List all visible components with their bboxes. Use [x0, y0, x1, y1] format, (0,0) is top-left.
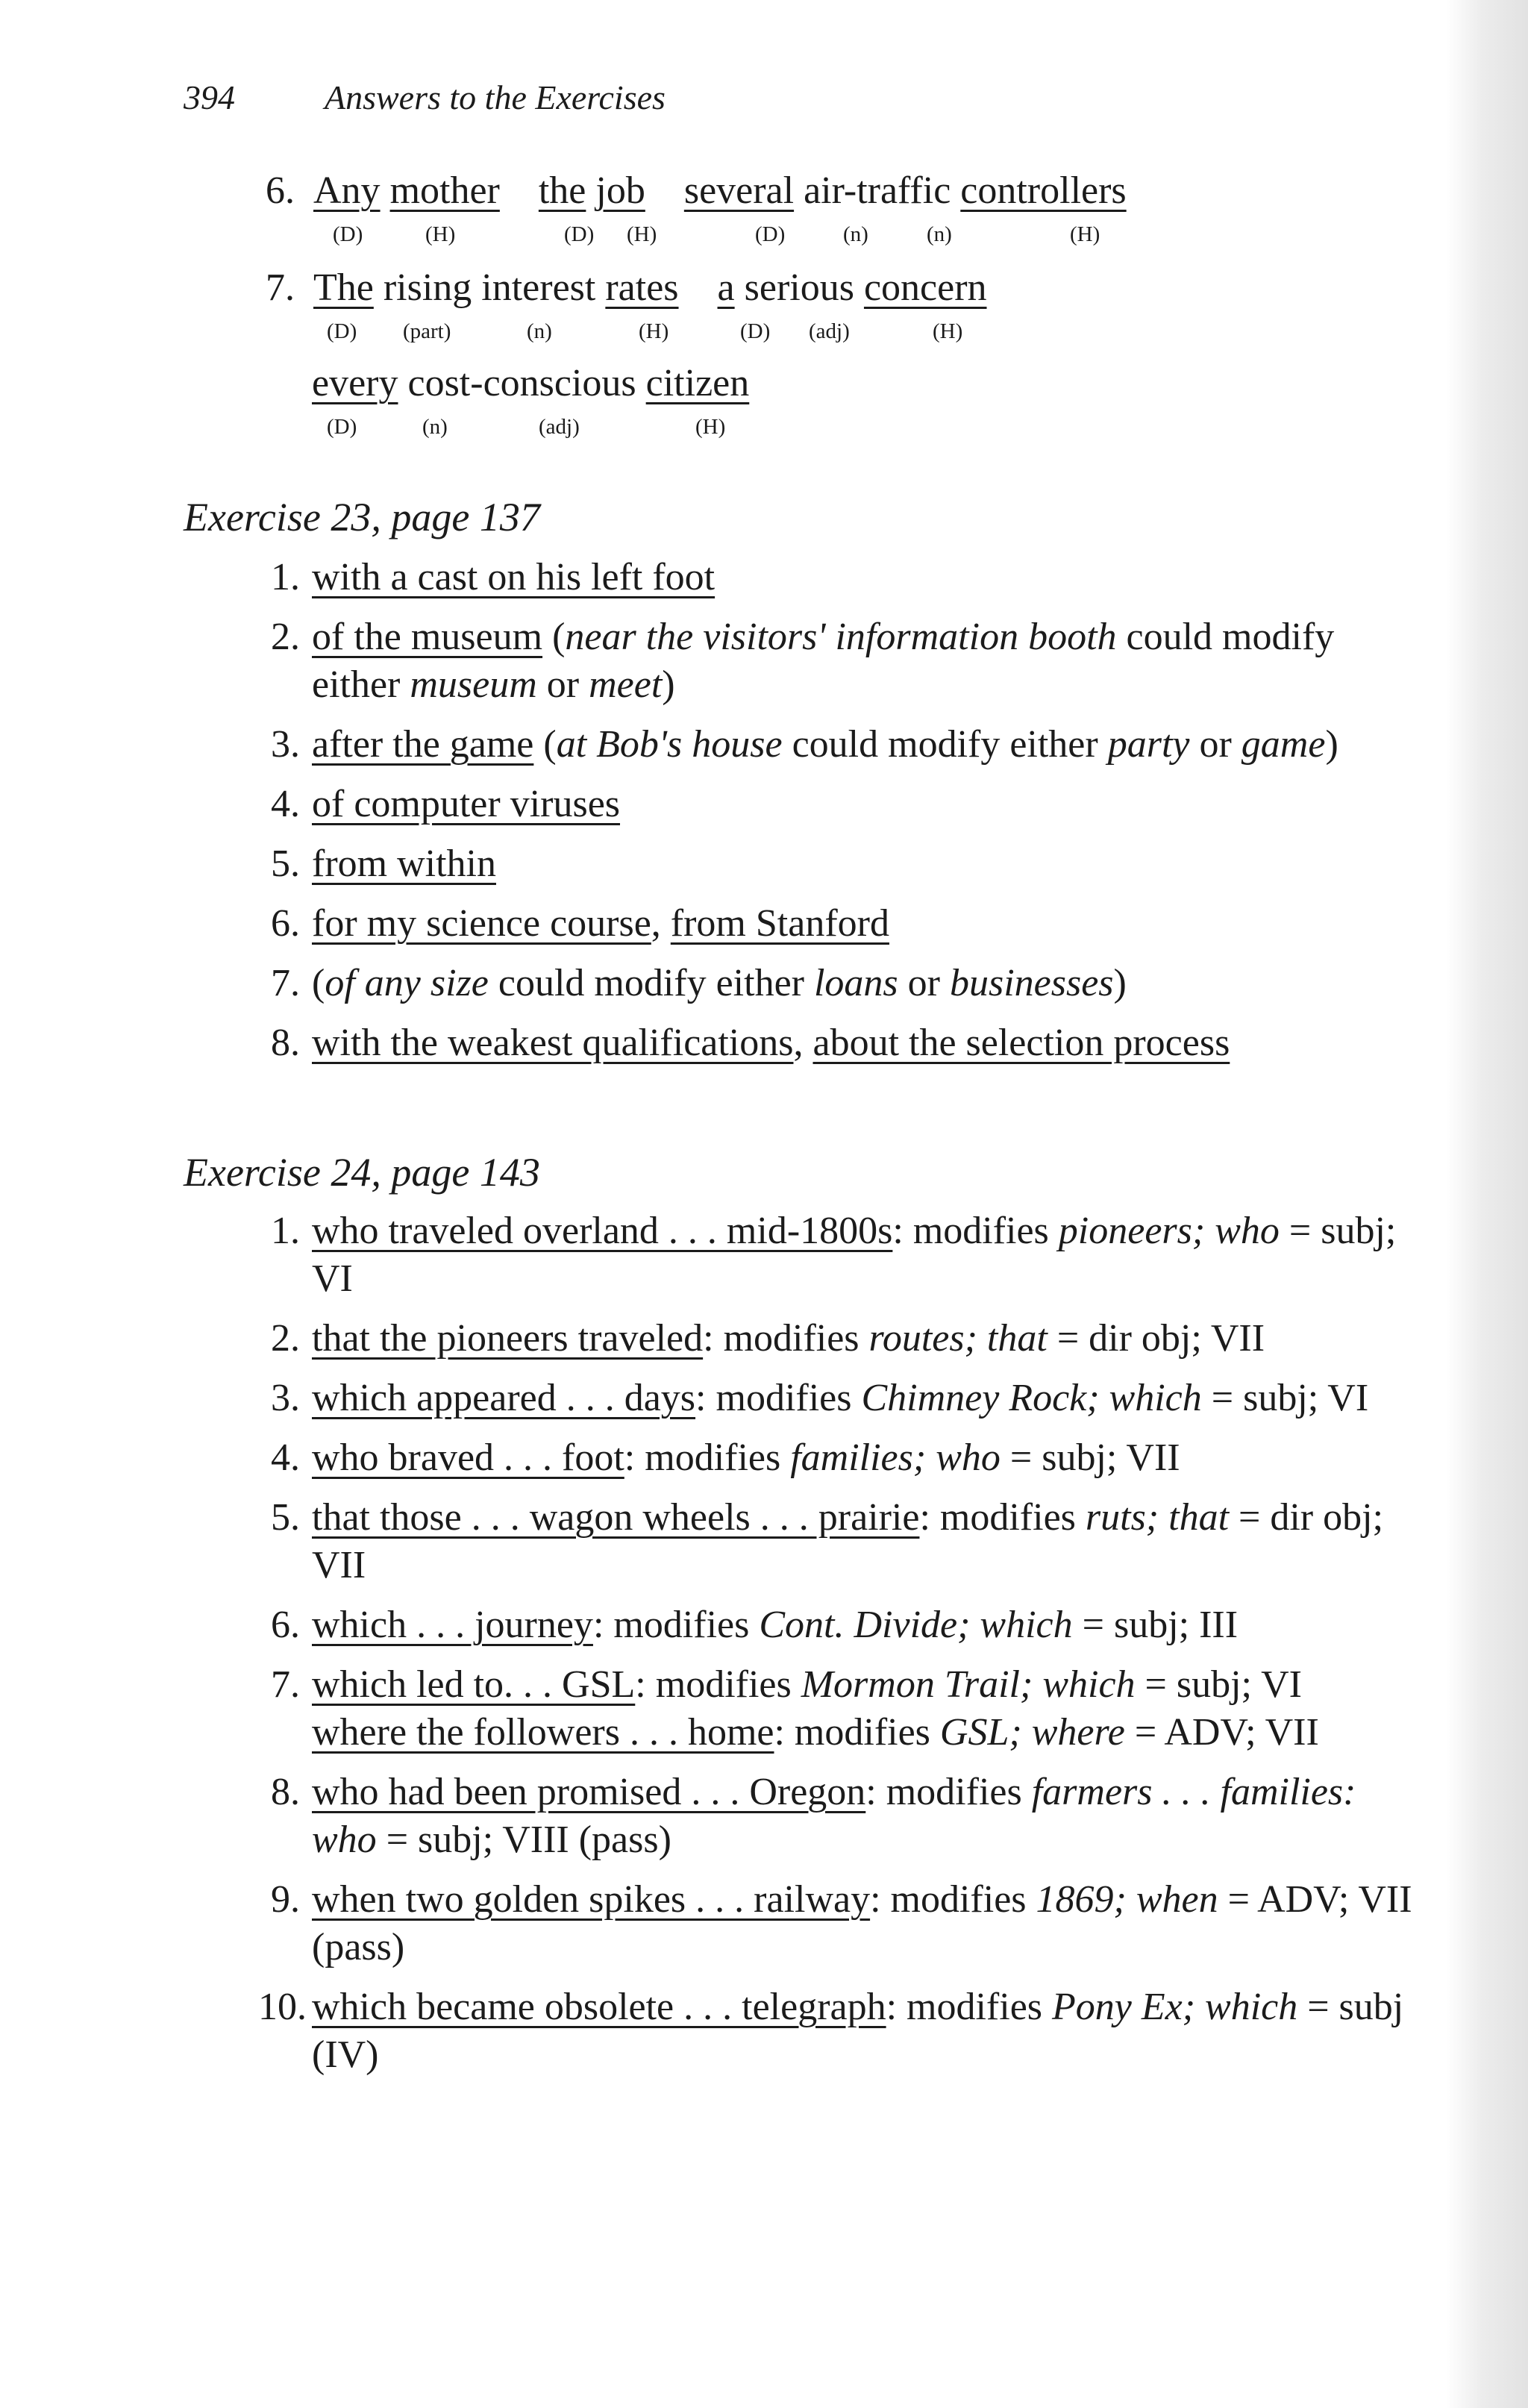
- answer-phrase: after the game: [312, 723, 534, 766]
- answer-italic: farmers . . . families: who: [312, 1771, 1356, 1861]
- item-number: 7.: [266, 266, 295, 309]
- answer-text: could modify either: [312, 616, 1335, 706]
- list-item: [258, 781, 1422, 828]
- phrase-word: controllers: [960, 169, 1127, 212]
- answer-phrase: about the selection process: [812, 1022, 1230, 1064]
- constituent-tag: (H): [639, 319, 669, 343]
- answer-text: = subj; VIII (pass): [376, 1818, 671, 1861]
- constituent-tag: (D): [327, 415, 357, 439]
- constituent-tag: (D): [564, 222, 595, 246]
- answer-phrase: which became obsolete . . . telegraph: [312, 1986, 886, 2028]
- answer-italic: Pony Ex; which: [1052, 1986, 1298, 2028]
- phrase-word: serious: [744, 266, 854, 309]
- answer-text: could modify either: [782, 723, 1108, 766]
- phrase-word: cost-conscious: [407, 362, 636, 404]
- phrase-word: mother: [389, 169, 500, 212]
- answer-phrase: who braved . . . foot: [312, 1436, 624, 1479]
- item-number: 9.: [271, 1878, 300, 1921]
- answer-phrase: which appeared . . . days: [312, 1377, 696, 1419]
- list-item: [258, 1661, 1422, 1757]
- answer-text: = ADV; VII (pass): [312, 1878, 1412, 1968]
- list-item: [258, 1019, 1422, 1067]
- answer-text: = subj; VI: [1135, 1663, 1302, 1706]
- item-number: 6.: [271, 1604, 300, 1646]
- answer-phrase: for my science course: [312, 902, 651, 945]
- answer-italic: party: [1107, 723, 1190, 766]
- answer-phrase: with the weakest qualifications: [312, 1022, 794, 1064]
- answer-text: = dir obj; VII: [1047, 1317, 1265, 1360]
- answer-italic: 1869; when: [1036, 1878, 1218, 1921]
- list-item: [258, 554, 1422, 601]
- answer-phrase: from within: [312, 842, 496, 885]
- phrase-word: several: [683, 169, 795, 212]
- running-title: Answers to the Exercises: [325, 78, 666, 116]
- list-item: [258, 721, 1422, 769]
- answer-phrase: that the pioneers traveled: [312, 1317, 704, 1360]
- list-item: [258, 1375, 1422, 1422]
- answer-phrase: with a cast on his left foot: [312, 556, 716, 598]
- phrase-word: the: [538, 169, 586, 212]
- constituent-tag: (H): [695, 415, 726, 439]
- answer-text: : modifies: [635, 1663, 801, 1706]
- answer-text: could modify either: [488, 962, 814, 1004]
- item-number: 2.: [271, 1317, 300, 1360]
- item-number: 4.: [271, 1436, 300, 1479]
- list-item: [258, 1315, 1422, 1363]
- answer-text: : modifies: [774, 1711, 940, 1754]
- answer-italic: ruts; that: [1085, 1496, 1230, 1539]
- answer-italic: Mormon Trail; which: [801, 1663, 1136, 1706]
- phrase-word: rising interest: [383, 266, 596, 309]
- constituent-tag: (H): [1070, 222, 1100, 246]
- answer-text: or: [898, 962, 950, 1004]
- answer-text: : modifies: [892, 1210, 1059, 1252]
- constituent-tag: (adj): [539, 415, 580, 439]
- item-number: 4.: [271, 783, 300, 825]
- answer-text: : modifies: [886, 1986, 1053, 2028]
- answer-text: ,: [793, 1022, 813, 1064]
- exercise-23-list: [258, 554, 1422, 1079]
- phrase-word: rates: [605, 266, 679, 309]
- answer-phrase: that those . . . wagon wheels . . . prairie: [312, 1496, 920, 1539]
- list-item: [258, 1434, 1422, 1482]
- answer-italic: at Bob's house: [556, 723, 783, 766]
- answer-text: : modifies: [624, 1436, 791, 1479]
- answer-italic: pioneers; who: [1058, 1210, 1280, 1252]
- answer-text: ,: [651, 902, 671, 945]
- answer-phrase: which led to. . . GSL: [312, 1663, 636, 1706]
- constituent-tag: (H): [933, 319, 963, 343]
- answer-text: or: [536, 663, 589, 706]
- constituent-tag: (n): [527, 319, 552, 343]
- list-item: [258, 1207, 1422, 1303]
- answer-text: : modifies: [695, 1377, 862, 1419]
- page-number: 394: [184, 78, 235, 116]
- ex22-item-7: [266, 266, 987, 310]
- constituent-tag: (part): [403, 319, 451, 343]
- item-number: 6.: [271, 902, 300, 945]
- constituent-tag: (D): [327, 319, 357, 343]
- exercise-24-list: [258, 1207, 1422, 2091]
- answer-text: = subj; III: [1072, 1604, 1239, 1646]
- answer-text: = ADV; VII: [1124, 1711, 1319, 1754]
- answer-text: ): [662, 663, 675, 706]
- item-number: 6.: [266, 169, 295, 212]
- answer-italic: loans: [813, 962, 898, 1004]
- item-number: 1.: [271, 556, 300, 598]
- answer-italic: of any size: [325, 962, 489, 1004]
- answer-text: : modifies: [870, 1878, 1036, 1921]
- answer-phrase: when two golden spikes . . . railway: [312, 1878, 871, 1921]
- list-item: [258, 960, 1422, 1007]
- list-item: [258, 1876, 1422, 1971]
- answer-text: : modifies: [592, 1604, 760, 1646]
- list-item: [258, 900, 1422, 948]
- item-number: 7.: [271, 1663, 300, 1706]
- page-edge-shadow: [1446, 0, 1528, 2408]
- answer-phrase: which . . . journey: [312, 1604, 593, 1646]
- item-number: 10.: [258, 1986, 307, 2028]
- list-item: [258, 1494, 1422, 1589]
- answer-text: or: [1189, 723, 1242, 766]
- answer-text: = subj; VI: [312, 1210, 1397, 1300]
- running-header: [184, 78, 666, 117]
- phrase-word: air-traffic: [804, 169, 951, 212]
- item-number: 2.: [271, 616, 300, 658]
- answer-text: : modifies: [703, 1317, 869, 1360]
- answer-italic: families; who: [790, 1436, 1001, 1479]
- item-number: 8.: [271, 1022, 300, 1064]
- answer-text: : modifies: [865, 1771, 1032, 1813]
- ex22-item-6: [266, 169, 1127, 213]
- exercise-24-heading: Exercise 24, page 143: [184, 1150, 540, 1195]
- answer-text: (: [542, 616, 566, 658]
- answer-text: (: [312, 962, 325, 1004]
- phrase-word: every: [312, 362, 398, 404]
- item-number: 7.: [271, 962, 300, 1004]
- item-number: 8.: [271, 1771, 300, 1813]
- phrase-word: concern: [863, 266, 987, 309]
- answer-text: = dir obj; VII: [312, 1496, 1384, 1586]
- constituent-tag: (H): [627, 222, 657, 246]
- constituent-tag: (H): [425, 222, 456, 246]
- answer-text: = subj; VII: [1000, 1436, 1180, 1479]
- list-item: [258, 1769, 1422, 1864]
- constituent-tag: (D): [333, 222, 363, 246]
- phrase-word: citizen: [645, 362, 750, 404]
- constituent-tag: (adj): [809, 319, 850, 343]
- answer-text: ): [1113, 962, 1127, 1004]
- constituent-tag: (n): [422, 415, 448, 439]
- ex22-item-7-cont: [312, 361, 749, 405]
- answer-phrase: who had been promised . . . Oregon: [312, 1771, 866, 1813]
- list-item: [258, 1983, 1422, 2079]
- answer-italic: GSL; where: [939, 1711, 1125, 1754]
- constituent-tag: (n): [927, 222, 952, 246]
- answer-italic: businesses: [949, 962, 1114, 1004]
- answer-text: = subj; VI: [1201, 1377, 1369, 1419]
- answer-text: ): [1325, 723, 1338, 766]
- item-number: 5.: [271, 842, 300, 885]
- list-item: [258, 613, 1422, 709]
- constituent-tag: (D): [740, 319, 771, 343]
- answer-phrase: where the followers . . . home: [312, 1711, 774, 1754]
- answer-phrase: of the museum: [312, 616, 543, 658]
- answer-text: : modifies: [919, 1496, 1086, 1539]
- answer-phrase: of computer viruses: [312, 783, 621, 825]
- answer-text: (: [533, 723, 557, 766]
- phrase-word: a: [717, 266, 735, 309]
- answer-phrase: from Stanford: [670, 902, 889, 945]
- constituent-tag: (n): [843, 222, 868, 246]
- phrase-word: job: [595, 169, 645, 212]
- item-number: 3.: [271, 723, 300, 766]
- answer-italic: meet: [589, 663, 663, 706]
- answer-italic: near the visitors' information booth: [565, 616, 1117, 658]
- phrase-word: Any: [313, 169, 381, 212]
- item-number: 3.: [271, 1377, 300, 1419]
- answer-italic: routes; that: [868, 1317, 1048, 1360]
- answer-italic: Cont. Divide; which: [759, 1604, 1073, 1646]
- answer-phrase: who traveled overland . . . mid-1800s: [312, 1210, 893, 1252]
- answer-italic: museum: [410, 663, 537, 706]
- answer-italic: Chimney Rock; which: [861, 1377, 1202, 1419]
- answer-italic: game: [1241, 723, 1326, 766]
- item-number: 5.: [271, 1496, 300, 1539]
- answer-text: = subj (IV): [312, 1986, 1404, 2076]
- phrase-word: The: [313, 266, 374, 309]
- list-item: [258, 1601, 1422, 1649]
- exercise-23-heading: Exercise 23, page 137: [184, 495, 540, 540]
- list-item: [258, 840, 1422, 888]
- item-number: 1.: [271, 1210, 300, 1252]
- constituent-tag: (D): [755, 222, 786, 246]
